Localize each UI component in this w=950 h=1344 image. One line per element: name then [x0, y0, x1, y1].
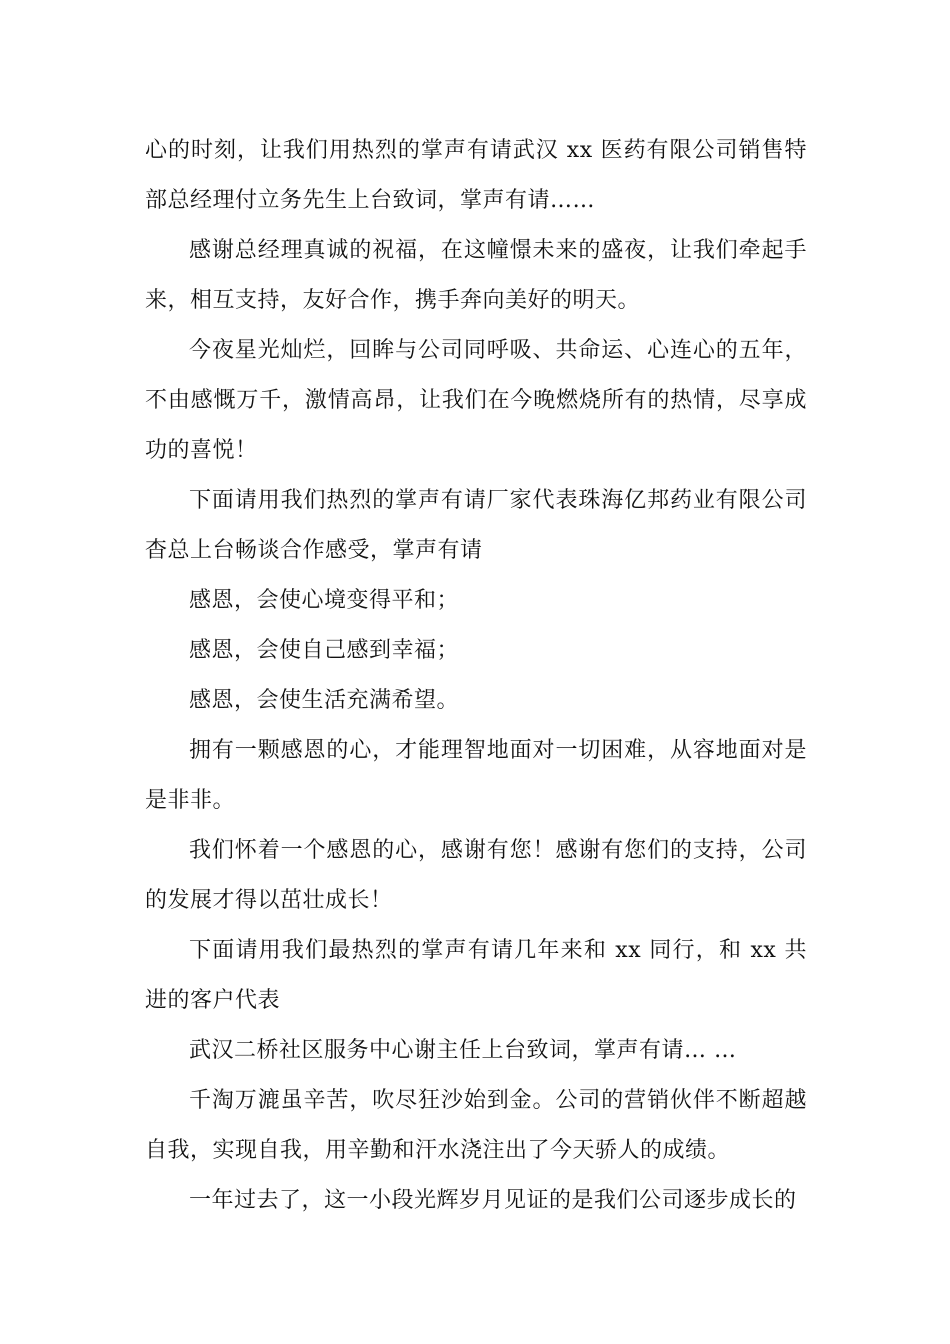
paragraph: 感恩，会使心境变得平和；: [189, 588, 460, 613]
document-body: [145, 126, 807, 1226]
paragraph: 感恩，会使生活充满希望。: [189, 688, 460, 713]
paragraph: 下面请用我们最热烈的掌声有请几年来和 xx 同行，和 xx 共进的客户代表: [145, 938, 807, 1013]
paragraph: 我们怀着一个感恩的心，感谢有您！感谢有您们的支持，公司的发展才得以茁壮成长！: [145, 838, 807, 913]
paragraph: 拥有一颗感恩的心，才能理智地面对一切困难，从容地面对是是非非。: [145, 738, 807, 813]
paragraph-continued: 心的时刻，让我们用热烈的掌声有请武汉 xx 医药有限公司销售特部总经理付立务先生上台致词，掌声有请……: [145, 138, 807, 213]
paragraph: 感谢总经理真诚的祝福，在这幢憬未来的盛夜，让我们牵起手来，相互支持，友好合作，携手奔向美好的明天。: [145, 238, 807, 313]
paragraph: 今夜星光灿烂，回眸与公司同呼吸、共命运、心连心的五年，不由感慨万千，激情高昂，让我们在今晚燃烧所有的热情，尽享成功的喜悦！: [145, 338, 807, 463]
paragraph: 感恩，会使自己感到幸福；: [189, 638, 460, 663]
paragraph: 千淘万漉虽辛苦，吹尽狂沙始到金。公司的营销伙伴不断超越自我，实现自我，用辛勤和汗水浇注出了今天骄人的成绩。: [145, 1088, 807, 1163]
paragraph: 武汉二桥社区服务中心谢主任上台致词，掌声有请… …: [189, 1038, 737, 1063]
paragraph: 下面请用我们热烈的掌声有请厂家代表珠海亿邦药业有限公司杳总上台畅谈合作感受，掌声有请: [145, 488, 807, 563]
paragraph: 一年过去了，这一小段光辉岁月见证的是我们公司逐步成长的: [189, 1188, 797, 1213]
